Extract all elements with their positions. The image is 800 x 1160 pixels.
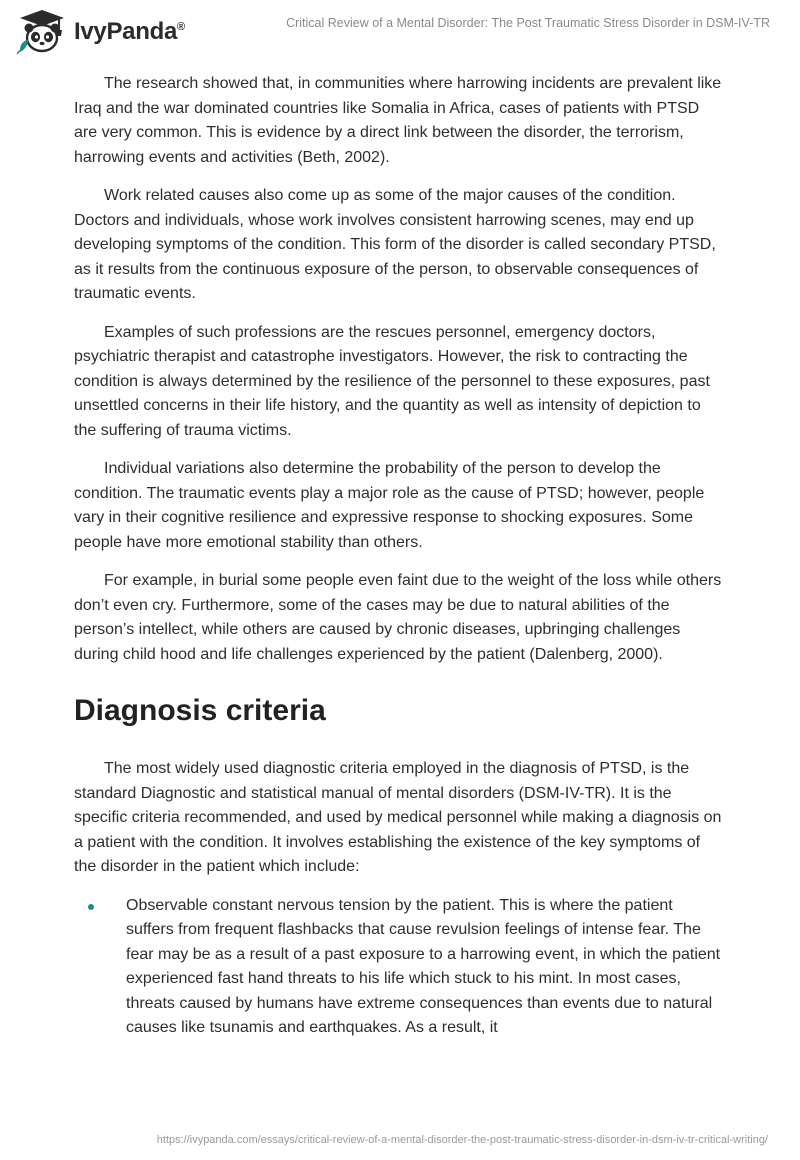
paragraph: Examples of such professions are the rescues personnel, emergency doctors, psychiatric therapist and catastrophe investigators. However, the risk to contracting the condition is always determined by the resilience of the personnel to these exposures, past unsettled concerns in their life history, and the quantity as well as intensity of depiction to the suffering of trauma victims. [74,323,710,439]
paragraph: Individual variations also determine the probability of the person to develop the condition. The traumatic events play a major role as the cause of PTSD; however, people vary in their cognitive resilience and expressive response to shocking exposures. Some people have more emotional stability than others. [74,460,705,551]
brand-logo[interactable] [14,8,185,56]
paragraph: The research showed that, in communities where harrowing incidents are prevalent like Iraq and the war dominated countries like Somalia in Africa, cases of patients with PTSD are very common. This is evidence by a direct link between the disorder, the terrorism, harrowing events and activities (Beth, 2002). [74,75,722,166]
list-item [74,894,724,1041]
article-body [74,72,724,1041]
section-paragraph: The most widely used diagnostic criteria employed in the diagnosis of PTSD, is the standard Diagnostic and statistical manual of mental disorders (DSM-IV-TR). It is the specific criteria recommended, and used by medical personnel while making a diagnosis on a patient with the condition. It involves establishing the existence of the key symptoms of the disorder in the patient which include: [74,760,722,875]
brand-name: IvyPanda® [74,18,185,45]
panda-graduate-icon [14,8,70,56]
bullet-icon [88,904,94,910]
paragraph: Work related causes also come up as some of the major causes of the condition. Doctors and individuals, whose work involves consistent harrowing scenes, may end up developing symptoms of the condition. This form of the disorder is called secondary PTSD, as it results from the continuous exposure of the person, to observable consequences of traumatic events. [74,187,716,302]
symptom-list [74,894,724,1041]
registered-mark: ® [177,21,185,33]
section-heading: Diagnosis criteria [74,694,326,727]
source-url[interactable]: https://ivypanda.com/essays/critical-review-of-a-mental-disorder-the-post-traumatic-stress-disorder-in-dsm-iv-tr-critical-writing/ [156,1134,768,1146]
paragraph: For example, in burial some people even faint due to the weight of the loss while others don’t even cry. Furthermore, some of the cases may be due to natural abilities of the person’s intellect, while others are caused by chronic diseases, upbringing challenges during child hood and life challenges experienced by the patient (Dalenberg, 2000). [74,572,722,663]
page-header [0,0,800,64]
list-item-text: Observable constant nervous tension by the patient. This is where the patient suffers from frequent flashbacks that cause revulsion feelings of intense fear. The fear may be as a result of a past exposure to a harrowing event, in which the patient experienced fast hand threats to his life which stuck to his mint. In most cases, threats caused by humans have extreme consequences than events due to natural causes like tsunamis and earthquakes. As a result, it [126,896,721,1036]
document-title: Critical Review of a Mental Disorder: The Post Traumatic Stress Disorder in DSM-IV-TR [286,16,770,30]
